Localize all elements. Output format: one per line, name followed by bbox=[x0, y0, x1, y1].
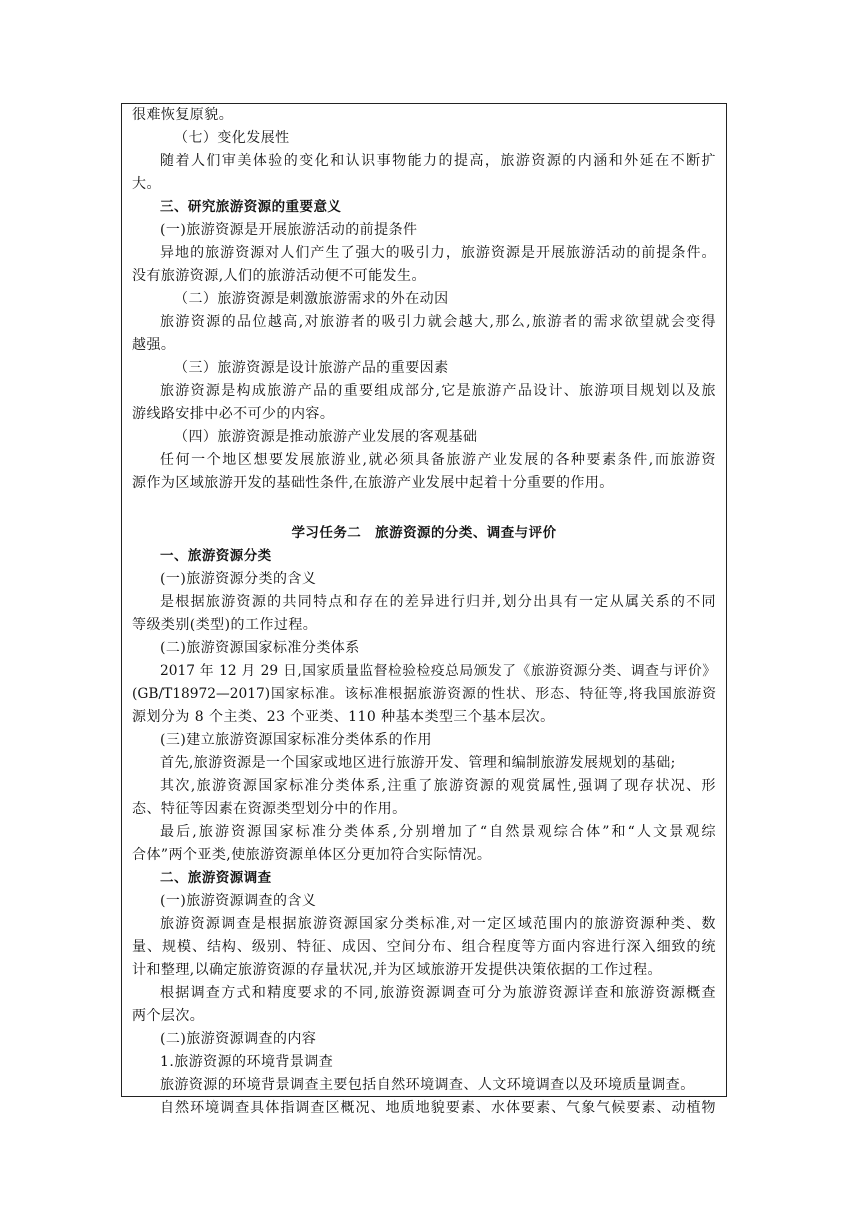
content-table-cell bbox=[121, 103, 727, 1116]
task-title: 学习任务二 旅游资源的分类、调查与评价 bbox=[291, 525, 557, 541]
paragraph-line: 态、特征等因素在资源类型划分中的作用。 bbox=[132, 801, 407, 817]
paragraph-line: 很难恢复原貌。 bbox=[132, 107, 234, 123]
section-heading: 一、旅游资源分类 bbox=[160, 548, 272, 564]
section-heading: 二、旅游资源调查 bbox=[160, 870, 272, 886]
document-body bbox=[132, 104, 716, 1120]
section-spacer bbox=[132, 495, 716, 522]
paragraph-line: 是根据旅游资源的共同特点和存在的差异进行归并,划分出具有一定从属关系的不同 bbox=[160, 594, 716, 610]
subsection-heading: (三)建立旅游资源国家标准分类体系的作用 bbox=[160, 732, 432, 748]
paragraph-line: 计和整理,以确定旅游资源的存量状况,并为区域旅游开发提供决策依据的工作过程。 bbox=[132, 962, 662, 978]
paragraph-line: 异地的旅游资源对人们产生了强大的吸引力，旅游资源是开展旅游活动的前提条件。 bbox=[160, 245, 716, 261]
subsection-heading: (一)旅游资源调查的含义 bbox=[160, 893, 317, 909]
subsection-heading: （四）旅游资源是推动旅游产业发展的客观基础 bbox=[174, 429, 478, 445]
subsection-heading: (二)旅游资源调查的内容 bbox=[160, 1031, 317, 1047]
paragraph-line: 根据调查方式和精度要求的不同,旅游资源调查可分为旅游资源详查和旅游资源概查 bbox=[160, 985, 716, 1001]
subsection-heading: (一)旅游资源是开展旅游活动的前提条件 bbox=[160, 222, 418, 238]
paragraph-line: 源划分为 8 个主类、23 个亚类、110 种基本类型三个基本层次。 bbox=[132, 709, 555, 725]
paragraph-line: 首先,旅游资源是一个国家或地区进行旅游开发、管理和编制旅游发展规划的基础; bbox=[160, 755, 676, 771]
paragraph-line: (GB/T18972—2017)国家标准。该标准根据旅游资源的性状、形态、特征等,将我国旅游资 bbox=[132, 686, 716, 702]
section-heading: 三、研究旅游资源的重要意义 bbox=[160, 199, 342, 215]
paragraph-line: 大。 bbox=[132, 176, 161, 192]
subsection-heading: （七）变化发展性 bbox=[174, 130, 290, 146]
subsection-heading: （三）旅游资源是设计旅游产品的重要因素 bbox=[174, 360, 449, 376]
paragraph-line: 等级类别(类型)的工作过程。 bbox=[132, 617, 318, 633]
paragraph-line: 旅游资源的品位越高,对旅游者的吸引力就会越大,那么,旅游者的需求欲望就会变得 bbox=[160, 314, 716, 330]
subsection-heading: 1.旅游资源的环境背景调查 bbox=[160, 1054, 334, 1070]
paragraph-line: 量、规模、结构、级别、特征、成因、空间分布、组合程度等方面内容进行深入细致的统 bbox=[132, 939, 716, 955]
paragraph-line: 自然环境调查具体指调查区概况、地质地貌要素、水体要素、气象气候要素、动植物 bbox=[160, 1100, 716, 1116]
paragraph-line: 其次,旅游资源国家标准分类体系,注重了旅游资源的观赏属性,强调了现存状况、形 bbox=[160, 778, 716, 794]
paragraph-line: 旅游资源的环境背景调查主要包括自然环境调查、人文环境调查以及环境质量调查。 bbox=[160, 1077, 695, 1093]
paragraph-line: 两个层次。 bbox=[132, 1008, 205, 1024]
paragraph-line: 旅游资源是构成旅游产品的重要组成部分,它是旅游产品设计、旅游项目规划以及旅 bbox=[160, 383, 716, 399]
paragraph-line: 旅游资源调查是根据旅游资源国家分类标准,对一定区域范围内的旅游资源种类、数 bbox=[160, 916, 716, 932]
paragraph-line: 源作为区域旅游开发的基础性条件,在旅游产业发展中起着十分重要的作用。 bbox=[132, 475, 614, 491]
subsection-heading: (二)旅游资源国家标准分类体系 bbox=[160, 640, 360, 656]
paragraph-line: 2017 年 12 月 29 日,国家质量监督检验检疫总局颁发了《旅游资源分类、调查与评价》 bbox=[160, 663, 716, 679]
paragraph-line: 任何一个地区想要发展旅游业,就必须具备旅游产业发展的各种要素条件,而旅游资 bbox=[160, 452, 716, 468]
subsection-heading: （二）旅游资源是刺激旅游需求的外在动因 bbox=[174, 291, 449, 307]
paragraph-line: 合体”两个亚类,使旅游资源单体区分更加符合实际情况。 bbox=[132, 847, 492, 863]
paragraph-line: 没有旅游资源,人们的旅游活动便不可能发生。 bbox=[132, 268, 426, 284]
paragraph-line: 最后,旅游资源国家标准分类体系,分别增加了“自然景观综合体”和“人文景观综 bbox=[160, 824, 716, 840]
paragraph-line: 随着人们审美体验的变化和认识事物能力的提高，旅游资源的内涵和外延在不断扩 bbox=[160, 153, 716, 169]
subsection-heading: (一)旅游资源分类的含义 bbox=[160, 571, 317, 587]
paragraph-line: 越强。 bbox=[132, 337, 176, 353]
paragraph-line: 游线路安排中必不可少的内容。 bbox=[132, 406, 335, 422]
